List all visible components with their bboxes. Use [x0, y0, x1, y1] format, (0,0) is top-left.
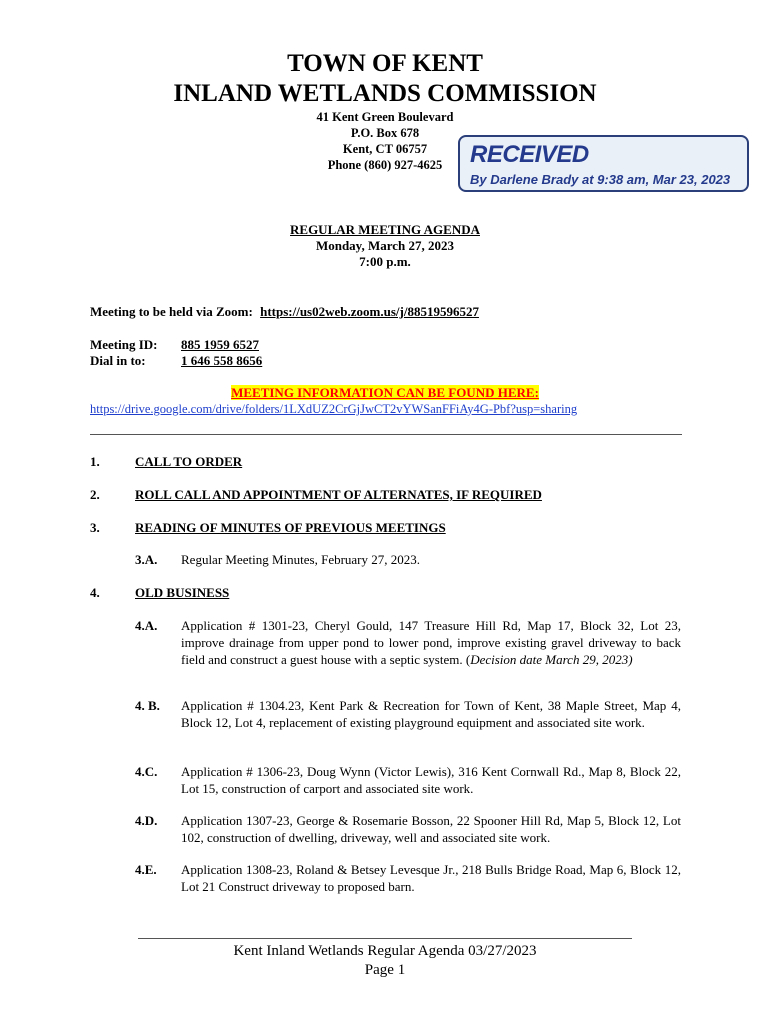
- item-number: 3.: [90, 520, 100, 535]
- item-call-to-order: CALL TO ORDER: [135, 454, 243, 469]
- subitem-application-1306: Application # 1306-23, Doug Wynn (Victor Lewis), 316 Kent Cornwall Rd., Map 8, Block 22, Lot 15, construction of carport and associated site work.: [181, 764, 681, 796]
- divider: [90, 434, 682, 435]
- commission-title: INLAND WETLANDS COMMISSION: [173, 80, 597, 107]
- received-stamp: [458, 135, 749, 192]
- subitem-number: 4.D.: [135, 813, 158, 828]
- zoom-line: [90, 303, 479, 320]
- info-heading-wrap: [0, 384, 770, 401]
- item-number: 2.: [90, 487, 100, 502]
- agenda-time: 7:00 p.m.: [359, 254, 411, 269]
- dial-in-value: 1 646 558 8656: [181, 353, 263, 368]
- phone-number: Phone (860) 927-4625: [327, 158, 443, 172]
- footer-divider: [138, 938, 632, 939]
- subitem-application-1304: Application # 1304.23, Kent Park & Recreation for Town of Kent, 38 Maple Street, Map 4, Block 12, Lot 4, replacement of existing playground equipment and associated site work.: [181, 698, 681, 730]
- subitem-number: 3.A.: [135, 552, 158, 567]
- item-roll-call: ROLL CALL AND APPOINTMENT OF ALTERNATES, IF REQUIRED: [135, 487, 542, 502]
- address-pobox: P.O. Box 678: [350, 126, 420, 140]
- footer-title: Kent Inland Wetlands Regular Agenda 03/27/2023: [233, 943, 537, 959]
- dial-in-label: Dial in to:: [90, 353, 146, 368]
- subitem-application-1308: Application 1308-23, Roland & Betsey Levesque Jr., 218 Bulls Bridge Road, Map 6, Block 12, Lot 21 Construct driveway to proposed barn.: [181, 862, 681, 894]
- item-number: 1.: [90, 454, 100, 469]
- address-street: 41 Kent Green Boulevard: [316, 110, 454, 124]
- info-heading: MEETING INFORMATION CAN BE FOUND HERE:: [231, 385, 539, 400]
- subitem-number: 4.E.: [135, 862, 157, 877]
- zoom-link[interactable]: https://us02web.zoom.us/j/88519596527: [260, 304, 479, 319]
- drive-link[interactable]: https://drive.google.com/drive/folders/1LXdUZ2CrGjJwCT2vYWSanFFiAy4G-Pbf?usp=sharing: [90, 402, 578, 416]
- subitem-number: 4.C.: [135, 764, 158, 779]
- subitem-number: 4. B.: [135, 698, 160, 713]
- subitem-minutes: Regular Meeting Minutes, February 27, 2023.: [181, 552, 421, 567]
- address-city: Kent, CT 06757: [342, 142, 428, 156]
- town-title: TOWN OF KENT: [287, 50, 483, 77]
- stamp-received-by: By Darlene Brady at 9:38 am, Mar 23, 2023: [470, 172, 731, 187]
- page-number: Page 1: [364, 962, 406, 978]
- agenda-title: REGULAR MEETING AGENDA: [290, 222, 480, 237]
- item-old-business: OLD BUSINESS: [135, 585, 230, 600]
- item-number: 4.: [90, 585, 100, 600]
- stamp-title: RECEIVED: [470, 141, 589, 168]
- meeting-id-label: Meeting ID:: [90, 337, 158, 352]
- subitem-application-1301: Application # 1301-23, Cheryl Gould, 147 Treasure Hill Rd, Map 17, Block 32, Lot 23, improve drainage from upper pond to lower pond, improve existing gravel driveway to back field and construct a guest house with a septic system. (Decision date March 29, 2023): [181, 618, 681, 667]
- subitem-number: 4.A.: [135, 618, 158, 633]
- agenda-date: Monday, March 27, 2023: [315, 238, 455, 253]
- subitem-application-1307: Application 1307-23, George & Rosemarie Bosson, 22 Spooner Hill Rd, Map 5, Block 12, Lot 102, construction of dwelling, driveway, well and associated site work.: [181, 813, 681, 845]
- meeting-id-value: 885 1959 6527: [181, 337, 259, 352]
- zoom-label: Meeting to be held via Zoom:: [90, 304, 253, 319]
- item-reading-minutes: READING OF MINUTES OF PREVIOUS MEETINGS: [135, 520, 446, 535]
